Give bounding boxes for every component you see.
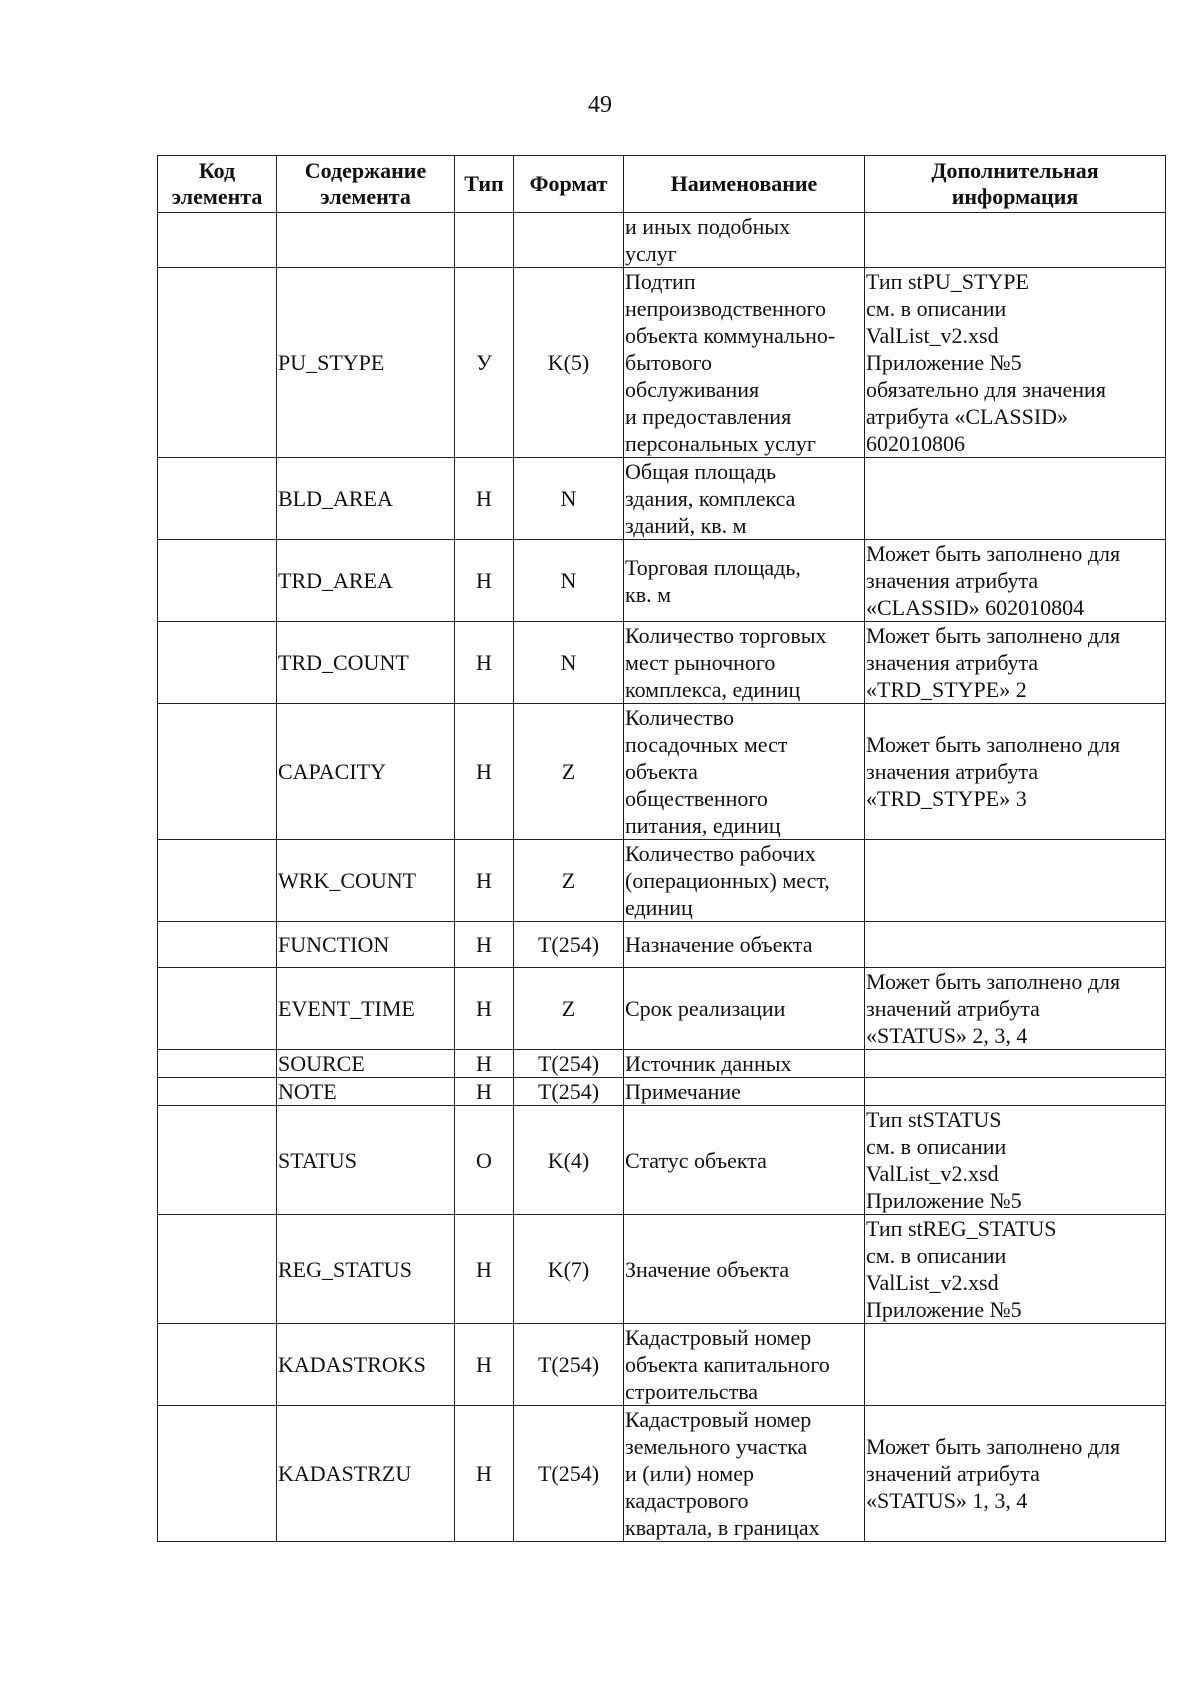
cell-type: Н — [455, 540, 514, 622]
header-name: Наименование — [624, 156, 865, 213]
page-number: 49 — [588, 92, 612, 118]
cell-name: Подтип непроизводственного объекта коммунально- бытового обслуживания и предоставления персональных услуг — [624, 268, 865, 458]
table-row — [158, 968, 1166, 1050]
table-row — [158, 922, 1166, 968]
header-type: Тип — [455, 156, 514, 213]
cell-info — [865, 213, 1166, 268]
cell-type: Н — [455, 1406, 514, 1542]
table-row — [158, 1215, 1166, 1324]
cell-code — [158, 268, 277, 458]
cell-info: Может быть заполнено для значений атрибута «STATUS» 2, 3, 4 — [865, 968, 1166, 1050]
header-code: Код элемента — [158, 156, 277, 213]
cell-format: T(254) — [514, 1050, 624, 1078]
cell-name: Статус объекта — [624, 1106, 865, 1215]
cell-content: KADASTRZU — [277, 1406, 455, 1542]
table-row — [158, 622, 1166, 704]
cell-name: Срок реализации — [624, 968, 865, 1050]
cell-info — [865, 922, 1166, 968]
cell-name: Источник данных — [624, 1050, 865, 1078]
cell-info — [865, 840, 1166, 922]
cell-type: Н — [455, 1078, 514, 1106]
table-row — [158, 840, 1166, 922]
cell-format: T(254) — [514, 922, 624, 968]
cell-name: Количество посадочных мест объекта общественного питания, единиц — [624, 704, 865, 840]
cell-name: Количество торговых мест рыночного комплекса, единиц — [624, 622, 865, 704]
table-row — [158, 268, 1166, 458]
table-row — [158, 1406, 1166, 1542]
cell-code — [158, 540, 277, 622]
table-row — [158, 1078, 1166, 1106]
cell-content: SOURCE — [277, 1050, 455, 1078]
cell-code — [158, 1324, 277, 1406]
cell-content: REG_STATUS — [277, 1215, 455, 1324]
cell-type: Н — [455, 1215, 514, 1324]
cell-content: PU_STYPE — [277, 268, 455, 458]
cell-code — [158, 1106, 277, 1215]
cell-name: Торговая площадь, кв. м — [624, 540, 865, 622]
cell-code — [158, 622, 277, 704]
cell-code — [158, 922, 277, 968]
cell-name: Значение объекта — [624, 1215, 865, 1324]
table-header-row — [158, 156, 1166, 213]
cell-content: KADASTROKS — [277, 1324, 455, 1406]
cell-info: Тип stREG_STATUS см. в описании ValList_v2.xsd Приложение №5 — [865, 1215, 1166, 1324]
cell-name: Количество рабочих (операционных) мест, единиц — [624, 840, 865, 922]
cell-code — [158, 458, 277, 540]
cell-content — [277, 213, 455, 268]
cell-code — [158, 704, 277, 840]
cell-content: WRK_COUNT — [277, 840, 455, 922]
cell-content: NOTE — [277, 1078, 455, 1106]
cell-type: Н — [455, 968, 514, 1050]
cell-name: Кадастровый номер земельного участка и (или) номер кадастрового квартала, в границах — [624, 1406, 865, 1542]
cell-info: Может быть заполнено для значения атрибута «CLASSID» 602010804 — [865, 540, 1166, 622]
cell-content: TRD_AREA — [277, 540, 455, 622]
cell-format: N — [514, 622, 624, 704]
cell-code — [158, 1078, 277, 1106]
cell-code — [158, 1406, 277, 1542]
cell-format: Z — [514, 704, 624, 840]
cell-content: STATUS — [277, 1106, 455, 1215]
table-body — [158, 213, 1166, 1542]
cell-type: Н — [455, 622, 514, 704]
cell-type: У — [455, 268, 514, 458]
cell-content: CAPACITY — [277, 704, 455, 840]
cell-name: и иных подобных услуг — [624, 213, 865, 268]
cell-content: BLD_AREA — [277, 458, 455, 540]
cell-info — [865, 1324, 1166, 1406]
cell-info — [865, 1078, 1166, 1106]
cell-type: Н — [455, 1050, 514, 1078]
cell-format: T(254) — [514, 1078, 624, 1106]
cell-format: Z — [514, 840, 624, 922]
cell-type: Н — [455, 704, 514, 840]
table-row — [158, 704, 1166, 840]
cell-type: Н — [455, 922, 514, 968]
cell-format: N — [514, 458, 624, 540]
cell-format — [514, 213, 624, 268]
cell-format: N — [514, 540, 624, 622]
table-row — [158, 213, 1166, 268]
cell-info — [865, 1050, 1166, 1078]
element-spec-table — [157, 155, 1166, 1542]
cell-content: TRD_COUNT — [277, 622, 455, 704]
table-row — [158, 540, 1166, 622]
cell-type: Н — [455, 1324, 514, 1406]
cell-name: Общая площадь здания, комплекса зданий, кв. м — [624, 458, 865, 540]
cell-format: K(5) — [514, 268, 624, 458]
cell-name: Примечание — [624, 1078, 865, 1106]
header-content: Содержание элемента — [277, 156, 455, 213]
cell-info: Тип stPU_STYPE см. в описании ValList_v2.xsd Приложение №5 обязательно для значения атрибута «CLASSID» 602010806 — [865, 268, 1166, 458]
cell-code — [158, 968, 277, 1050]
cell-type: Н — [455, 458, 514, 540]
cell-info: Может быть заполнено для значения атрибута «TRD_STYPE» 3 — [865, 704, 1166, 840]
cell-format: T(254) — [514, 1406, 624, 1542]
cell-content: EVENT_TIME — [277, 968, 455, 1050]
cell-type: Н — [455, 840, 514, 922]
cell-name: Кадастровый номер объекта капитального строительства — [624, 1324, 865, 1406]
cell-content: FUNCTION — [277, 922, 455, 968]
table-row — [158, 1050, 1166, 1078]
cell-info: Может быть заполнено для значения атрибута «TRD_STYPE» 2 — [865, 622, 1166, 704]
cell-format: K(7) — [514, 1215, 624, 1324]
header-info: Дополнительная информация — [865, 156, 1166, 213]
cell-type: О — [455, 1106, 514, 1215]
cell-type — [455, 213, 514, 268]
cell-info: Тип stSTATUS см. в описании ValList_v2.xsd Приложение №5 — [865, 1106, 1166, 1215]
table-row — [158, 1106, 1166, 1215]
cell-format: T(254) — [514, 1324, 624, 1406]
table-row — [158, 1324, 1166, 1406]
cell-info — [865, 458, 1166, 540]
cell-name: Назначение объекта — [624, 922, 865, 968]
cell-code — [158, 1050, 277, 1078]
cell-code — [158, 840, 277, 922]
cell-format: Z — [514, 968, 624, 1050]
table-row — [158, 458, 1166, 540]
header-format: Формат — [514, 156, 624, 213]
cell-code — [158, 1215, 277, 1324]
cell-format: K(4) — [514, 1106, 624, 1215]
cell-code — [158, 213, 277, 268]
cell-info: Может быть заполнено для значений атрибута «STATUS» 1, 3, 4 — [865, 1406, 1166, 1542]
